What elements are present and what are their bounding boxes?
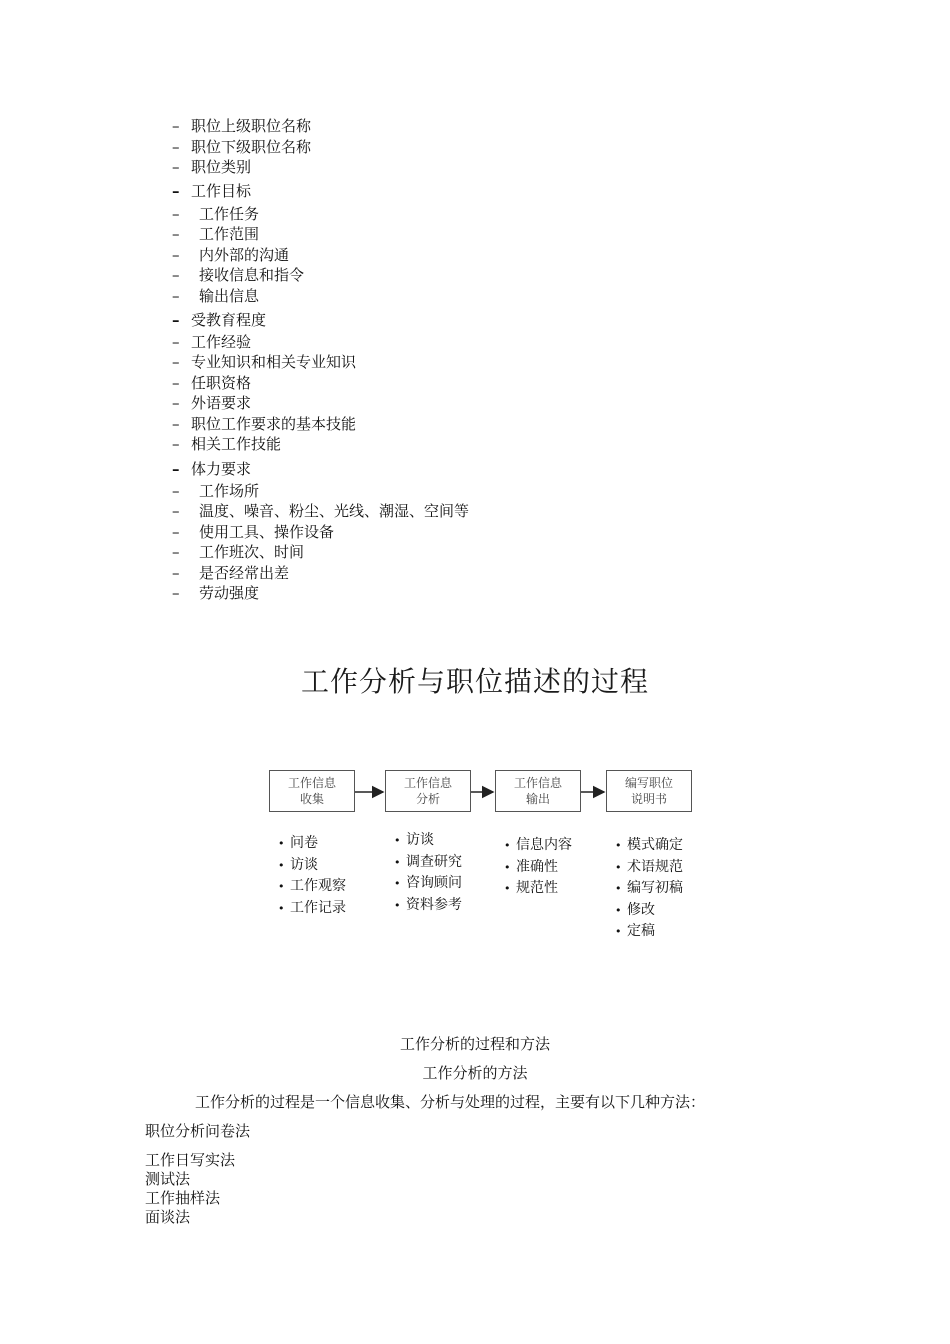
method-item: 测试法 [145,1170,191,1188]
flow-step-line: 说明书 [630,792,667,806]
dash-marker: – [172,266,180,284]
list-item-text: 职位类别 [191,158,252,176]
bullet-dot: • [615,839,622,852]
intro-paragraph: 工作分析的过程是一个信息收集、分析与处理的过程，主要有以下几种方法： [195,1093,706,1111]
bullet-dot: • [278,858,285,872]
step-bullet-text: 准确性 [516,858,558,875]
method-item: 工作抽样法 [145,1189,221,1207]
dash-marker: – [172,435,180,453]
dash-marker: – [172,138,180,156]
method-item: 职位分析问卷法 [145,1122,251,1140]
bullet-dot: • [615,925,622,938]
method-item: 面谈法 [145,1208,191,1226]
step-bullet-text: 定稿 [627,923,655,939]
dash-marker: – [172,117,180,135]
step-bullet-text: 工作记录 [290,899,346,916]
dash-marker: – [172,374,180,392]
step-bullet-item [394,830,462,852]
step-bullet-item [394,895,462,917]
step-bullet-item [278,876,346,898]
step-bullet-item [394,873,462,895]
list-item-text: 劳动强度 [199,584,260,602]
list-item-text: 专业知识和相关专业知识 [191,353,357,371]
bullet-dot: • [278,901,285,915]
section-subheading: 工作分析的方法 [422,1064,528,1082]
list-item-text: 接收信息和指令 [199,266,305,284]
list-item-text: 温度、噪音、粉尘、光线、潮湿、空间等 [199,502,470,520]
step-bullet-item [504,835,572,857]
dash-marker: – [172,543,180,561]
step-bullet-text: 调查研究 [406,853,462,870]
bullet-dot: • [394,834,401,847]
section-heading: 工作分析的过程和方法 [399,1035,550,1053]
step-bullet-text: 修改 [627,901,655,918]
step-bullet-text: 问卷 [290,835,318,851]
dash-marker: – [172,564,180,582]
bullet-dot: • [615,860,622,874]
list-item-text: 职位下级职位名称 [191,138,312,156]
step-bullet-item [615,878,683,900]
step-bullets-output [504,835,572,900]
dash-marker: – [172,482,180,500]
flow-step-line: 工作信息 [287,776,336,790]
list-item-text: 任职资格 [191,374,252,392]
step-bullet-text: 工作观察 [290,878,346,894]
dash-marker: – [172,502,180,520]
list-item-text: 工作范围 [199,225,260,243]
dash-marker: – [172,287,180,305]
list-item-text: 职位上级职位名称 [191,117,312,135]
step-bullet-text: 模式确定 [627,837,683,853]
bullet-dot: • [615,882,622,895]
dash-marker: – [172,225,180,243]
list-item-text: 是否经常出差 [199,564,290,582]
list-item-text: 相关工作技能 [191,435,282,453]
dash-marker: – [172,158,180,176]
step-bullet-item [615,921,683,943]
dash-marker: – [172,246,180,264]
step-bullet-text: 访谈 [406,832,434,848]
bullet-dot: • [504,860,511,874]
flow-step-line: 编写职位 [624,776,673,790]
step-bullet-item [615,900,683,922]
step-bullet-text: 术语规范 [627,858,683,875]
step-bullet-text: 规范性 [516,880,558,896]
step-bullet-item [278,833,346,855]
list-item-text: 工作目标 [191,182,252,200]
dash-marker: – [172,394,180,412]
step-bullet-item [504,878,572,900]
list-item-text: 外语要求 [191,394,252,412]
dash-marker: – [172,333,180,351]
step-bullet-text: 咨询顾问 [406,875,462,891]
list-item-text: 输出信息 [199,287,260,305]
dash-marker: – [172,182,180,200]
bullet-dot: • [504,882,511,895]
list-item-text: 工作场所 [199,482,260,500]
list-item-text: 工作经验 [191,333,252,351]
diagram-title: 工作分析与职位描述的过程 [300,665,649,698]
bullet-dot: • [394,877,401,890]
method-item: 工作日写实法 [145,1151,236,1169]
step-bullets-analyze [394,830,462,916]
dash-marker: – [172,415,180,433]
bullet-dot: • [278,837,285,850]
step-bullet-text: 访谈 [290,856,318,873]
flow-step-line: 输出 [525,792,550,806]
bullet-dot: • [394,898,401,912]
dash-marker: – [172,460,180,478]
list-item-text: 职位工作要求的基本技能 [191,415,357,433]
dash-marker: – [172,523,180,541]
step-bullet-item [278,855,346,877]
flow-step-line: 收集 [299,792,324,806]
step-bullets-write [615,835,683,943]
list-item-text: 工作任务 [199,205,260,223]
step-bullet-text: 资料参考 [406,896,462,913]
step-bullet-item [615,857,683,879]
step-bullets-collect [278,833,346,919]
flow-step-line: 分析 [415,792,440,806]
step-bullet-item [394,852,462,874]
list-item-text: 内外部的沟通 [199,246,290,264]
dash-marker: – [172,205,180,223]
flow-step-line: 工作信息 [513,776,562,790]
dash-marker: – [172,311,180,329]
bullet-dot: • [615,903,622,917]
bullet-dot: • [394,855,401,869]
step-bullet-item [278,898,346,920]
bullet-dot: • [278,880,285,893]
step-bullet-text: 编写初稿 [627,880,683,896]
list-item-text: 使用工具、操作设备 [199,523,335,541]
list-item-text: 受教育程度 [191,311,267,329]
list-item-text: 工作班次、时间 [199,543,305,561]
step-bullet-item [615,835,683,857]
step-bullet-text: 信息内容 [516,837,572,853]
bullet-dot: • [504,839,511,852]
dash-marker: – [172,584,180,602]
flow-step-line: 工作信息 [403,776,452,790]
dash-marker: – [172,353,180,371]
list-item-text: 体力要求 [191,460,252,478]
step-bullet-item [504,857,572,879]
